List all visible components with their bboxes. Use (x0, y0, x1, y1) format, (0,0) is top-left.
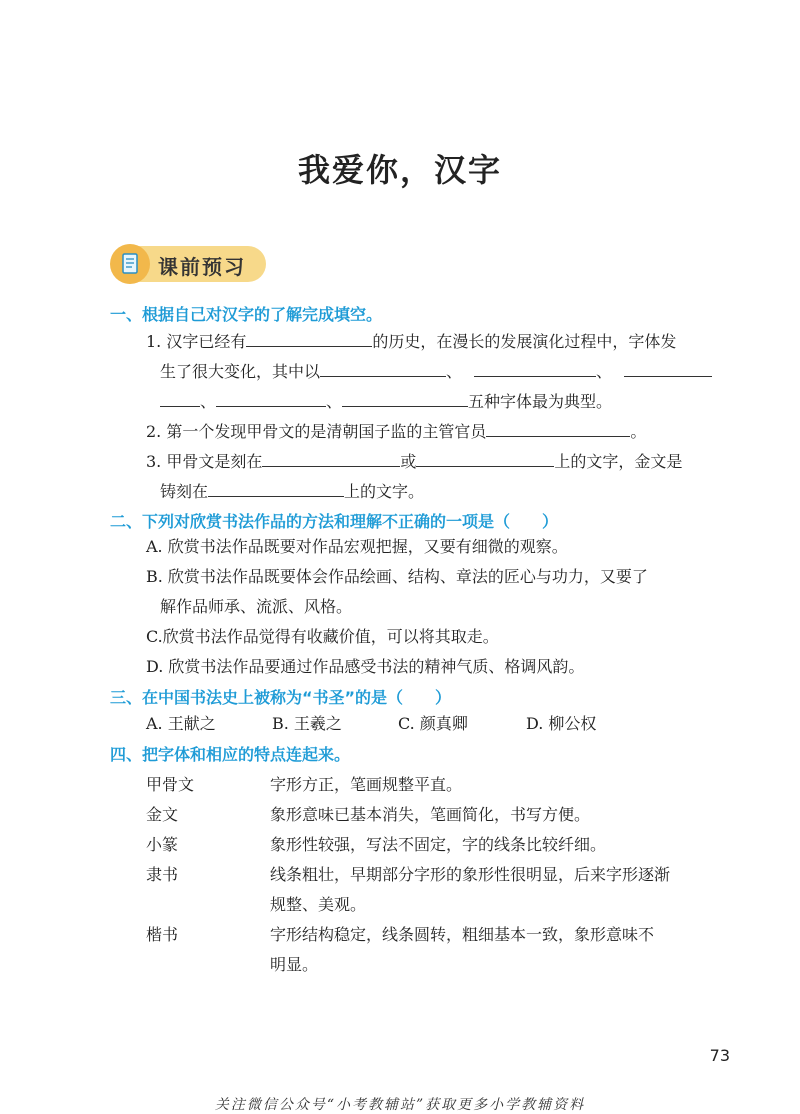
blank-font-2[interactable] (474, 360, 596, 377)
q3-text-e: 上的文字。 (344, 482, 425, 501)
script-name: 甲骨文 (146, 775, 195, 794)
script-desc: 字形结构稳定，线条圆转，粗细基本一致，象形意味不 (270, 925, 655, 944)
option-b-cont: 解作品师承、流派、风格。 (160, 597, 353, 616)
book-icon (120, 253, 140, 275)
script-desc-cont: 明显。 (270, 955, 319, 974)
choice-d: D. 柳公权 (526, 714, 597, 733)
question-1-line-3 (160, 390, 612, 412)
badge-label: 课前预习 (158, 255, 246, 279)
question-3-line-1 (146, 450, 682, 472)
script-desc: 象形意味已基本消失，笔画简化，书写方便。 (270, 805, 591, 824)
blank-font-3-cont[interactable] (160, 390, 200, 407)
choice-a: A. 王献之 (146, 714, 216, 733)
blank-font-5[interactable] (342, 390, 468, 407)
choice-c: C. 颜真卿 (398, 714, 468, 733)
option-b: B. 欣赏书法作品既要体会作品绘画、结构、章法的匠心与功力，又要了 (146, 567, 648, 586)
script-desc: 线条粗壮，早期部分字形的象形性很明显，后来字形逐渐 (270, 865, 671, 884)
blank-official[interactable] (486, 420, 630, 437)
choice-b: B. 王羲之 (272, 714, 342, 733)
page-number: 73 (709, 1046, 730, 1065)
q1-separator: 、 (446, 362, 463, 381)
q2-text-b: 。 (630, 422, 647, 441)
option-d: D. 欣赏书法作品要通过作品感受书法的精神气质、格调风韵。 (146, 657, 585, 676)
question-1-line-1 (146, 330, 676, 352)
section-3-heading: 三、在中国书法史上被称为“书圣”的是（ ） (110, 688, 452, 707)
blank-material-1[interactable] (262, 450, 400, 467)
script-desc: 字形方正，笔画规整平直。 (270, 775, 463, 794)
blank-font-1[interactable] (320, 360, 446, 377)
q1-separator: 、 (200, 392, 217, 411)
q1-text-d: 五种字体最为典型。 (468, 392, 613, 411)
section-2-heading: 二、下列对欣赏书法作品的方法和理解不正确的一项是（ ） (110, 512, 559, 531)
q1-text-c: 生了很大变化，其中以 (160, 362, 321, 381)
script-name: 隶书 (146, 865, 179, 884)
q3-text-d: 铸刻在 (160, 482, 209, 501)
question-2 (146, 420, 646, 442)
option-a: A. 欣赏书法作品既要对作品宏观把握，又要有细微的观察。 (146, 537, 568, 556)
q3-text-a: 3. 甲骨文是刻在 (146, 452, 263, 471)
section-4-heading: 四、把字体和相应的特点连起来。 (110, 745, 351, 764)
q3-text-b: 或 (400, 452, 417, 471)
blank-material-3[interactable] (208, 480, 344, 497)
page-title: 我爱你，汉字 (297, 151, 502, 189)
section-badge (110, 244, 266, 284)
script-name: 楷书 (146, 925, 179, 944)
footer-note: 关注微信公众号“小考教辅站”获取更多小学教辅资料 (214, 1097, 586, 1113)
blank-font-4[interactable] (216, 390, 326, 407)
q1-separator: 、 (326, 392, 343, 411)
q1-text-b: 的历史，在漫长的发展演化过程中，字体发 (372, 332, 677, 351)
blank-history[interactable] (246, 330, 372, 347)
q2-text-a: 2. 第一个发现甲骨文的是清朝国子监的主管官员 (146, 422, 487, 441)
script-desc-cont: 规整、美观。 (270, 895, 367, 914)
script-name: 金文 (146, 805, 179, 824)
question-1-line-2 (160, 360, 712, 382)
question-3-line-2 (160, 480, 424, 502)
q1-separator: 、 (596, 362, 613, 381)
blank-material-2[interactable] (416, 450, 554, 467)
script-name: 小篆 (146, 835, 179, 854)
blank-font-3[interactable] (624, 360, 712, 377)
q1-text-a: 1. 汉字已经有 (146, 332, 247, 351)
q3-text-c: 上的文字，金文是 (554, 452, 683, 471)
script-desc: 象形性较强，写法不固定，字的线条比较纤细。 (270, 835, 607, 854)
section-1-heading: 一、根据自己对汉字的了解完成填空。 (110, 305, 383, 324)
option-c: C.欣赏书法作品觉得有收藏价值，可以将其取走。 (146, 627, 499, 646)
